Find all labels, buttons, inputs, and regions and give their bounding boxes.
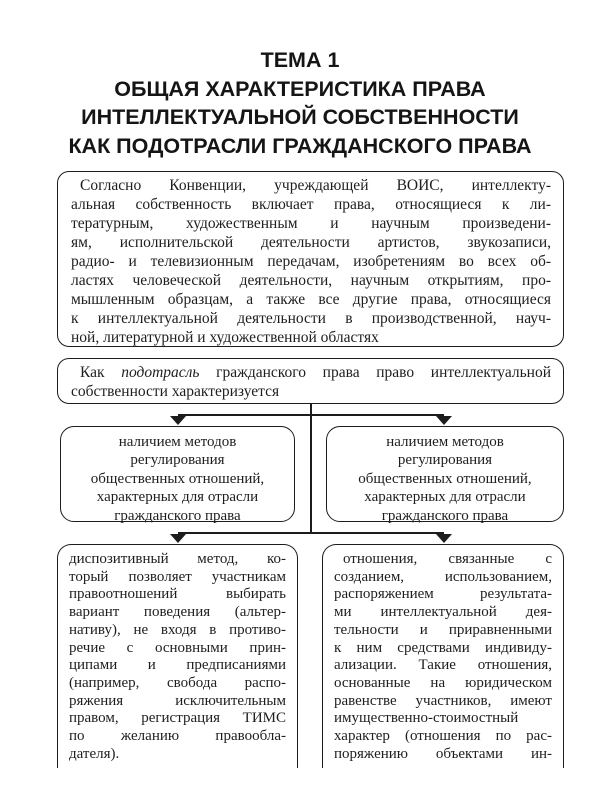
down-arrow-icon — [170, 534, 186, 543]
definition-box — [57, 171, 564, 347]
detail-box-relations — [322, 544, 564, 768]
text-line: альная собственность включает права, относящиеся к ли- — [71, 196, 551, 213]
text-line: распоряжением результата- — [334, 586, 552, 603]
text-line: правом, регистрация ТИМС — [69, 710, 286, 727]
text-line: ми интеллектуальной дея- — [334, 604, 552, 621]
text-line: мышленным образцам, а также все другие права, относящиеся — [71, 291, 551, 308]
subtitle-text-post: гражданского права право интеллектуальной — [199, 364, 552, 381]
text-line: нативу), не входя в противо- — [69, 621, 286, 638]
branch-box-methods-right — [326, 426, 564, 522]
chapter-title — [0, 46, 600, 160]
text-line: торый позволяет участникам — [69, 568, 286, 585]
text-line: общественных отношений, — [90, 470, 265, 487]
text-line: регулирования — [130, 452, 225, 469]
text-line: характерных для отрасли — [364, 489, 526, 506]
text-line: диспозитивный метод, ко- — [69, 551, 286, 567]
text-line: ализации. Такие отношения, — [334, 657, 552, 674]
branch-box-methods-left — [60, 426, 295, 522]
subtitle-text-pre: Как — [80, 364, 122, 381]
text-line: речие с основными прин- — [69, 639, 286, 656]
text-line: тературным, художественным и научным произведени- — [71, 215, 551, 232]
connector-stem-middle — [310, 414, 312, 533]
text-line: наличием методов — [118, 434, 237, 450]
text-line: общественных отношений, — [358, 470, 532, 487]
detail-box-dispositive-method — [57, 544, 298, 768]
text-line: ластях человеческой деятельности, научным открытиям, про- — [71, 272, 551, 289]
text-line: по желанию правообла- — [69, 728, 286, 745]
text-line: дателя). — [69, 745, 120, 762]
text-line: тельности и приравненными — [334, 621, 552, 638]
text-line: основанные на юридическом — [334, 674, 552, 691]
text-line: поряжению объектами ин- — [334, 745, 552, 762]
text-line: гражданского права — [381, 507, 509, 524]
text-line: ципами и предписаниями — [69, 657, 286, 674]
text-line: гражданского права — [114, 507, 241, 524]
text-line: Согласно Конвенции, учреждающей ВОИС, интеллекту- — [80, 177, 551, 194]
text-line: вариант поведения (альтер- — [69, 604, 286, 621]
text-line: характерных для отрасли — [96, 489, 259, 506]
text-line: ИНТЕЛЛЕКТУАЛЬНОЙ СОБСТВЕННОСТИ — [81, 105, 519, 129]
down-arrow-icon — [436, 416, 452, 425]
text-line: правоотношений выбирать — [69, 586, 286, 603]
text-line: (например, свобода распо- — [69, 674, 286, 691]
text-line: ОБЩАЯ ХАРАКТЕРИСТИКА ПРАВА — [114, 76, 486, 101]
down-arrow-icon — [436, 534, 452, 543]
text-line: имущественно-стоимостный — [334, 710, 519, 727]
text-line: ряжения исключительным — [69, 692, 286, 709]
text-line: созданием, использованием, — [334, 568, 552, 585]
down-arrow-icon — [170, 416, 186, 425]
subtitle-line-2: собственности характеризуется — [71, 383, 280, 400]
text-line: характер (отношения по рас- — [334, 728, 552, 745]
subtitle-italic-term: подотрасль — [121, 364, 200, 381]
connector-rung-2 — [178, 532, 444, 534]
subtitle-line-1 — [71, 363, 551, 382]
text-line: регулирования — [397, 452, 493, 469]
text-line: к интеллектуальной деятельности в производственной, науч- — [71, 310, 551, 327]
text-line: ям, исполнительской деятельности артистов, звукозаписи, — [71, 234, 551, 251]
text-line: равенстве участников, имеют — [334, 692, 552, 709]
text-line: ТЕМА 1 — [260, 48, 340, 72]
text-line: радио- и телевизионным передачам, изобретениям во всех об- — [71, 253, 551, 270]
text-line: ной, литературной и художественной областях — [71, 329, 379, 346]
text-line: к ним средствами индивиду- — [334, 639, 552, 656]
text-line: КАК ПОДОТРАСЛИ ГРАЖДАНСКОГО ПРАВА — [68, 133, 532, 158]
text-line: наличием методов — [386, 434, 504, 450]
subtitle-box — [57, 358, 564, 404]
text-line: отношения, связанные с — [343, 551, 552, 567]
